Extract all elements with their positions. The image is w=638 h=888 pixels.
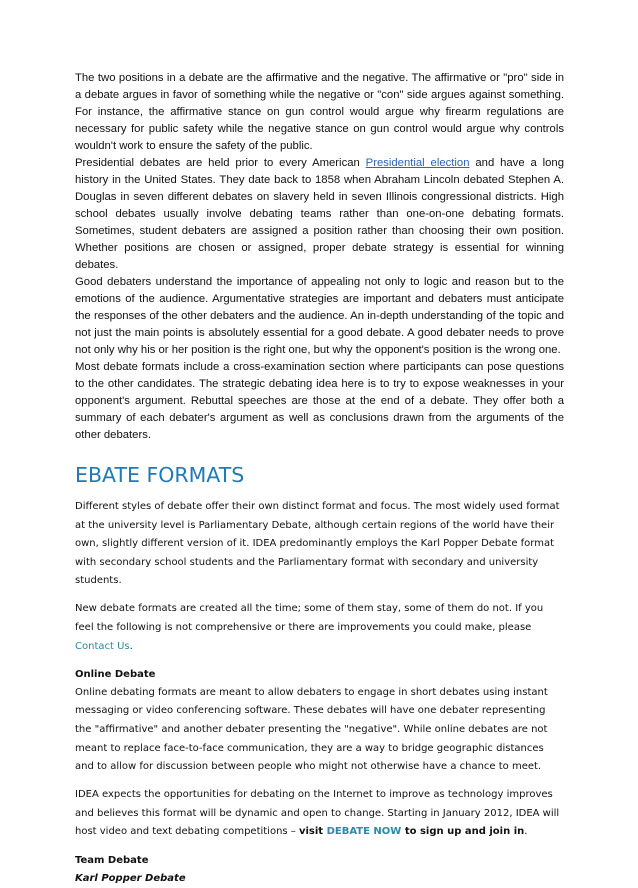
paragraph-good-debaters: Good debaters understand the importance of appealing not only to logic and reason but to the emotions of the audience. Argumentative strategies are important and debaters must anticipate the responses of the other debaters and the audience. An in-depth understanding of the topic and not just the main points is absolutely essential for a good debate. A good debater needs to prove not only why his or her position is the right one, but why the opponent's position is the wrong one. bbox=[75, 276, 564, 356]
visit-text: visit bbox=[298, 826, 327, 838]
debate-now-link[interactable]: DEBATE NOW bbox=[326, 826, 402, 838]
text-span: Presidential debates are held prior to every American bbox=[75, 157, 366, 169]
karl-popper-heading: Karl Popper Debate bbox=[75, 872, 186, 884]
document-page bbox=[75, 70, 564, 888]
paragraph-online-debate: Online debating formats are meant to allow debaters to engage in short debates using instant messaging or video conferencing software. These debates will have one debater representing the "affirmative" and another debater presenting the "negative". While online debates are not meant to replace face-to-face communication, they are a way to bridge geographic distances and to allow for discussion between people who might not otherwise have a chance to meet. bbox=[75, 686, 548, 773]
team-debate-heading: Team Debate bbox=[75, 854, 149, 866]
online-debate-heading: Online Debate bbox=[75, 668, 156, 680]
signup-text: to sign up and join in bbox=[401, 826, 525, 838]
text-span: . bbox=[129, 640, 133, 652]
paragraph-debate-formats: Most debate formats include a cross-examination section where participants can pose questions to the other candidates. The strategic debating idea here is to try to expose weaknesses in your opponent's argument. Rebuttal speeches are those at the end of a debate. They offer both a summary of each debater's argument as well as conclusions drawn from the arguments of the other debaters. bbox=[75, 361, 564, 441]
presidential-election-link[interactable]: Presidential election bbox=[365, 157, 470, 169]
text-span: and have a long history in the United States. They date back to 1858 when Abraham Lincoln debated Stephen A. Douglas in seven different debates on slavery held in seven Illinois congressional districts. High school debates usually involve debating teams rather than one-on-one debating formats. Sometimes, student debaters are assigned a position rather than choosing their own position. Whether positions are chosen or assigned, proper debate strategy is essential for winning debates. bbox=[75, 157, 564, 271]
paragraph-new-formats bbox=[75, 600, 564, 656]
paragraph-styles: Different styles of debate offer their own distinct format and focus. The most widely used format at the university level is Parliamentary Debate, although certain regions of the world have their own, slightly different version of it. IDEA predominantly employs the Karl Popper Debate format with secondary school students and the Parliamentary format with secondary and university students. bbox=[75, 501, 560, 587]
paragraph-presidential-debates bbox=[75, 155, 564, 274]
intro-text-block bbox=[75, 70, 564, 444]
text-span: IDEA expects the opportunities for debating on the Internet to improve as technology improves and believes this format will be dynamic and open to change. Starting in January 2012, IDEA will host video and text debating competitions – bbox=[75, 789, 560, 838]
contact-us-link[interactable]: Contact Us bbox=[75, 640, 130, 652]
text-span: . bbox=[524, 826, 528, 838]
paragraph-idea-expects bbox=[75, 786, 564, 842]
section-title: EBATE FORMATS bbox=[75, 463, 245, 487]
text-span: New debate formats are created all the time; some of them stay, some of them do not. If you feel the following is not comprehensive or there are improvements you could make, please bbox=[75, 603, 544, 634]
paragraph-positions: The two positions in a debate are the affirmative and the negative. The affirmative or "pro" side in a debate argues in favor of something while the negative or "con" side argues against something. For instance, the affirmative stance on gun control would argue why firearm regulations are necessary for public safety while the negative stance on gun control would argue why controls wouldn't work to ensure the safety of the public. bbox=[75, 72, 564, 152]
